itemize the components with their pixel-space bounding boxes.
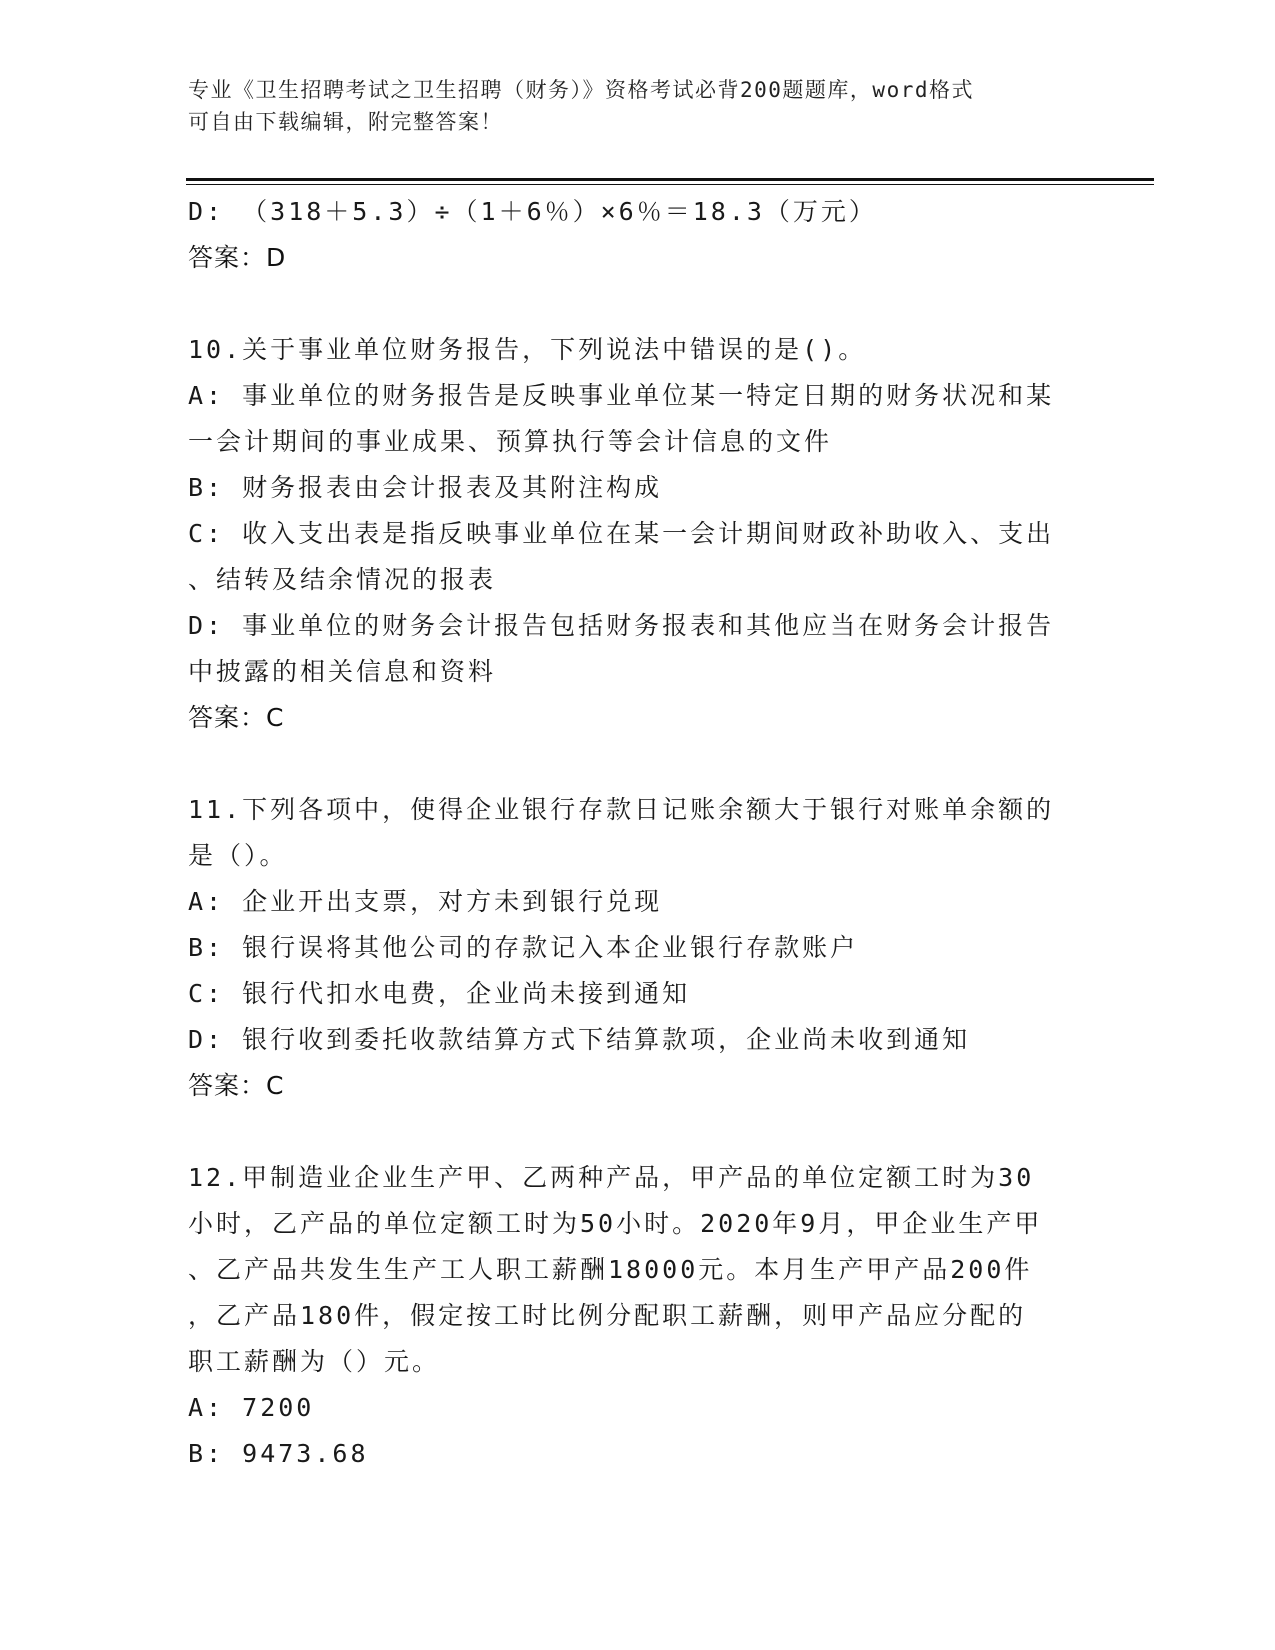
question-11-stem: 11.下列各项中，使得企业银行存款日记账余额大于银行对账单余额的 bbox=[188, 795, 1055, 824]
question-12-option-b: B: 9473.68 bbox=[188, 1439, 369, 1468]
question-10-option-a-cont: 一会计期间的事业成果、预算执行等会计信息的文件 bbox=[188, 427, 833, 456]
document-body bbox=[188, 189, 1078, 1477]
question-12-option-a: A: 7200 bbox=[188, 1393, 315, 1422]
question-11-stem-cont: 是（）。 bbox=[188, 841, 288, 870]
question-11-option-a: A: 企业开出支票，对方未到银行兑现 bbox=[188, 887, 663, 916]
question-10-option-a: A: 事业单位的财务报告是反映事业单位某一特定日期的财务状况和某 bbox=[188, 381, 1055, 410]
question-11 bbox=[188, 787, 1078, 1109]
header-title-line-1: 专业《卫生招聘考试之卫生招聘（财务）》资格考试必背200题题库，word格式 bbox=[188, 78, 974, 102]
question-10-stem: 10.关于事业单位财务报告，下列说法中错误的是()。 bbox=[188, 335, 867, 364]
question-10 bbox=[188, 327, 1078, 741]
spacer bbox=[188, 741, 1078, 787]
header-divider-thick bbox=[186, 178, 1154, 181]
question-10-answer: 答案：C bbox=[188, 703, 285, 732]
question-11-answer: 答案：C bbox=[188, 1071, 285, 1100]
question-12-stem-cont-3: ，乙产品180件，假定按工时比例分配职工薪酬，则甲产品应分配的 bbox=[188, 1301, 1027, 1330]
header-divider-thin bbox=[186, 184, 1154, 185]
question-9-tail bbox=[188, 189, 1078, 281]
question-11-option-d: D: 银行收到委托收款结算方式下结算款项，企业尚未收到通知 bbox=[188, 1025, 971, 1054]
question-10-option-c-cont: 、结转及结余情况的报表 bbox=[188, 565, 497, 594]
question-10-option-b: B: 财务报表由会计报表及其附注构成 bbox=[188, 473, 663, 502]
header-title-line-2: 可自由下载编辑，附完整答案！ bbox=[188, 110, 503, 134]
question-12-stem-cont-2: 、乙产品共发生生产工人职工薪酬18000元。本月生产甲产品200件 bbox=[188, 1255, 1033, 1284]
question-12-stem-cont-4: 职工薪酬为（）元。 bbox=[188, 1347, 441, 1376]
question-12 bbox=[188, 1155, 1078, 1477]
document-header bbox=[188, 74, 1068, 138]
question-10-option-d: D: 事业单位的财务会计报告包括财务报表和其他应当在财务会计报告 bbox=[188, 611, 1055, 640]
question-12-stem-cont-1: 小时，乙产品的单位定额工时为50小时。2020年9月，甲企业生产甲 bbox=[188, 1209, 1043, 1238]
question-9-option-d: D: （318＋5.3）÷（1＋6％）×6％＝18.3（万元） bbox=[188, 197, 877, 226]
spacer bbox=[188, 281, 1078, 327]
question-10-option-d-cont: 中披露的相关信息和资料 bbox=[188, 657, 497, 686]
spacer bbox=[188, 1109, 1078, 1155]
question-11-option-c: C: 银行代扣水电费，企业尚未接到通知 bbox=[188, 979, 691, 1008]
question-10-option-c: C: 收入支出表是指反映事业单位在某一会计期间财政补助收入、支出 bbox=[188, 519, 1055, 548]
question-11-option-b: B: 银行误将其他公司的存款记入本企业银行存款账户 bbox=[188, 933, 859, 962]
question-12-stem: 12.甲制造业企业生产甲、乙两种产品，甲产品的单位定额工时为30 bbox=[188, 1163, 1035, 1192]
question-9-answer: 答案：D bbox=[188, 243, 287, 272]
